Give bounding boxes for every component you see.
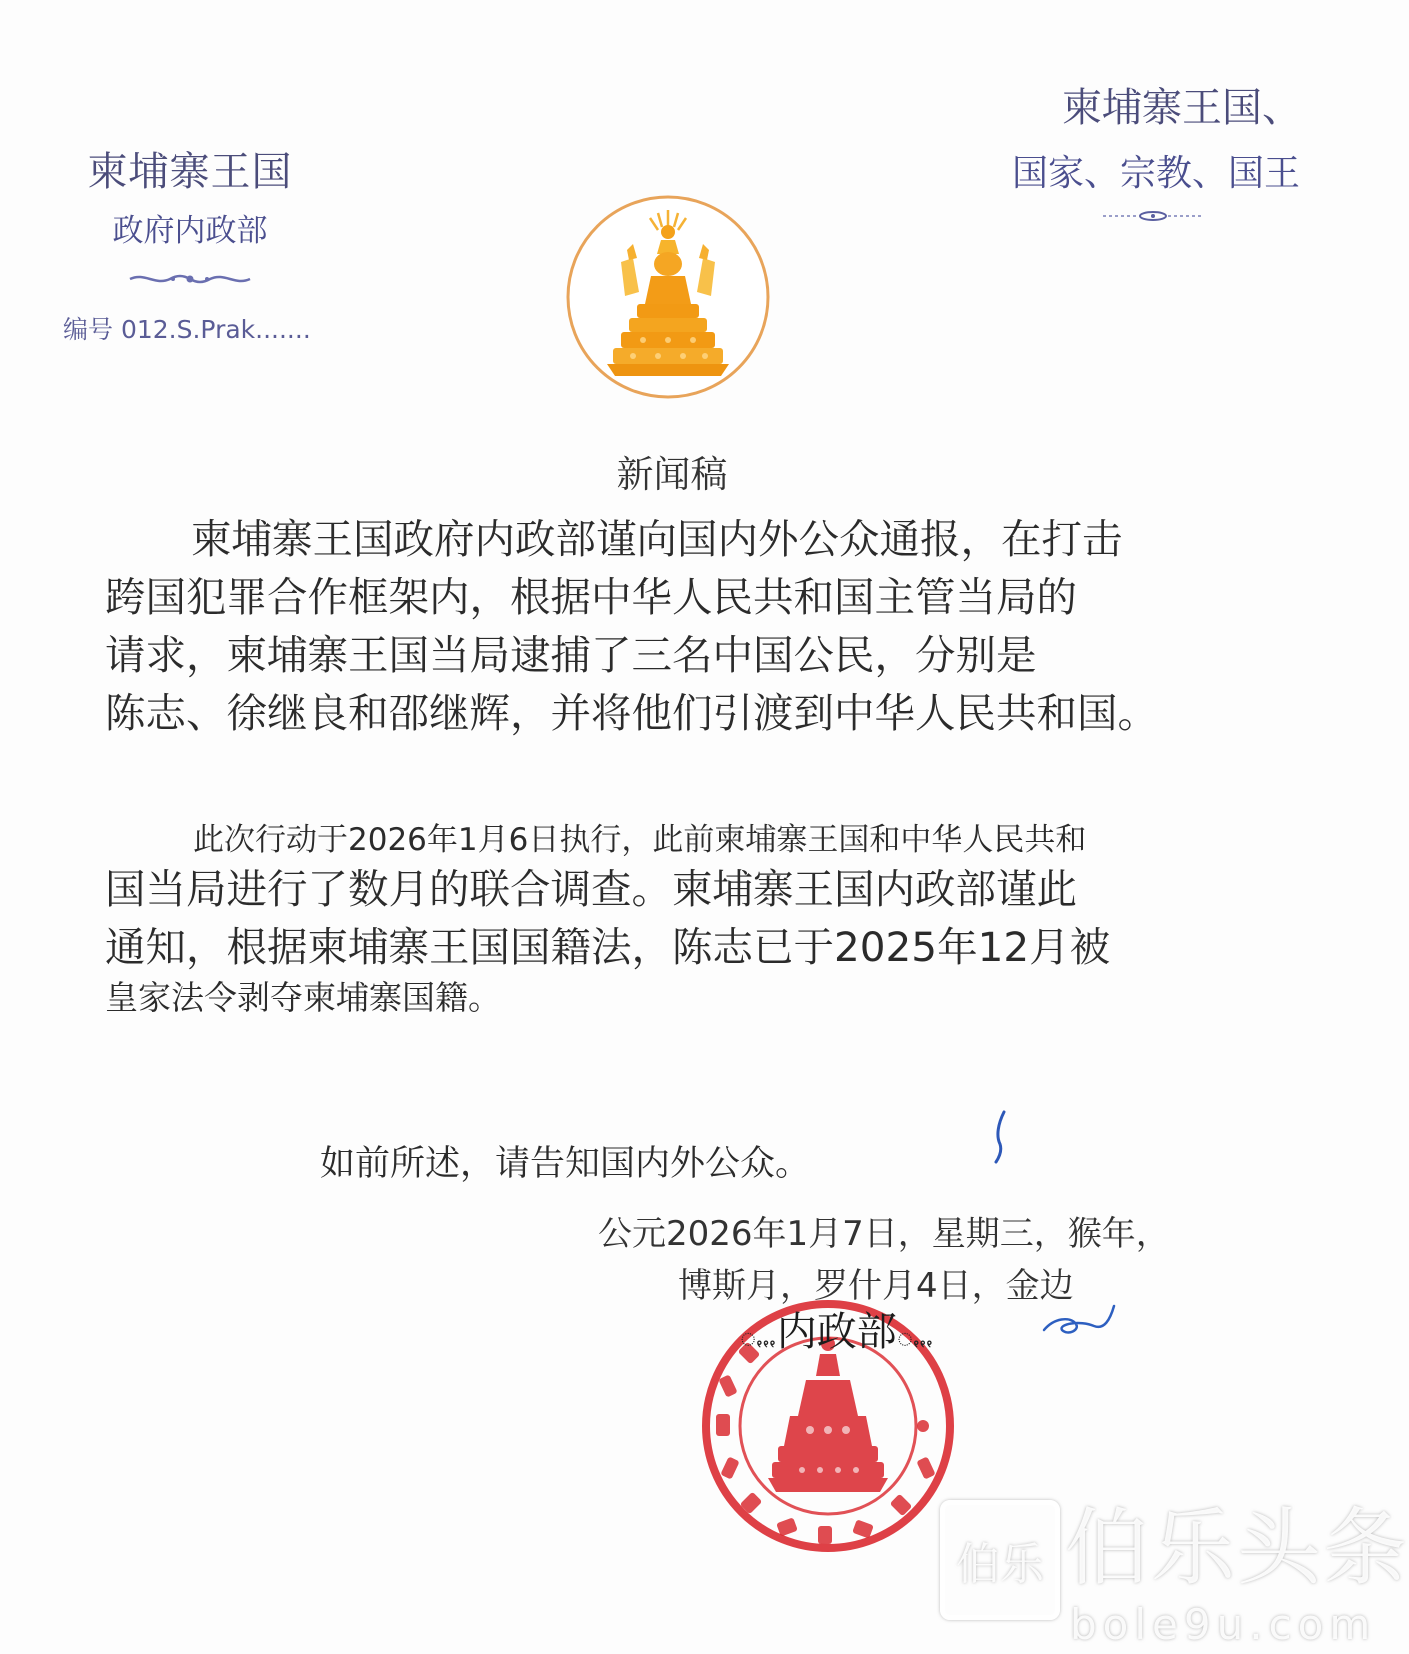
watermark bbox=[940, 1499, 1409, 1654]
ornament-divider-icon bbox=[125, 270, 255, 288]
left-header-kingdom: 柬埔寨王国 bbox=[87, 149, 293, 195]
paragraph-line: 此次行动于2026年1月6日执行，此前柬埔寨王国和中华人民共和 bbox=[193, 822, 1087, 858]
right-header-line2: 国家、宗教、国王 bbox=[1011, 153, 1300, 194]
right-header-line1: 柬埔寨王国、 bbox=[1062, 85, 1302, 131]
watermark-name: 伯乐头条 bbox=[1065, 1499, 1409, 1597]
paragraph-line: 柬埔寨王国政府内政部谨向国内外公众通报，在打击 bbox=[191, 515, 1123, 563]
watermark-logo-icon bbox=[940, 1500, 1060, 1620]
document-title: 新闻稿 bbox=[616, 453, 728, 496]
paragraph-line: 通知，根据柬埔寨王国国籍法，陈志已于2025年12月被 bbox=[105, 923, 1111, 971]
signature-icon bbox=[1040, 1296, 1120, 1346]
signatory-name: 内政部 bbox=[776, 1309, 897, 1355]
paragraph-line: 请求，柬埔寨王国当局逮捕了三名中国公民，分别是 bbox=[105, 631, 1037, 679]
signatory-label bbox=[740, 1300, 934, 1358]
left-header-ministry: 政府内政部 bbox=[112, 213, 268, 249]
watermark-logo-text: 伯乐 bbox=[956, 1539, 1044, 1590]
ornament-divider-icon bbox=[1098, 210, 1208, 222]
paragraph-2 bbox=[105, 820, 1265, 1020]
watermark-domain: bole9u.com bbox=[1070, 1600, 1377, 1649]
left-header bbox=[40, 140, 340, 288]
paragraph-line: 陈志、徐继良和邵继辉，并将他们引渡到中华人民共和国。 bbox=[105, 689, 1158, 737]
reference-number: 编号 012.S.Prak....... bbox=[63, 315, 311, 344]
khmer-signature-mark-icon: ꩻꩻꩻ bbox=[740, 1322, 777, 1352]
closing-statement: 如前所述，请告知国内外公众。 bbox=[320, 1144, 811, 1184]
ink-mark-icon bbox=[992, 1110, 1012, 1164]
date-line-1: 公元2026年1月7日，星期三，猴年， bbox=[598, 1214, 1170, 1254]
paragraph-line: 皇家法令剥夺柬埔寨国籍。 bbox=[105, 978, 501, 1017]
royal-emblem-icon bbox=[563, 192, 773, 402]
paragraph-line: 国当局进行了数月的联合调查。柬埔寨王国内政部谨此 bbox=[105, 865, 1077, 913]
paragraph-1 bbox=[105, 510, 1265, 742]
date-line-2: 博斯月，罗什月4日，金边 bbox=[678, 1266, 1074, 1306]
paragraph-line: 跨国犯罪合作框架内，根据中华人民共和国主管当局的 bbox=[105, 573, 1077, 621]
right-header bbox=[980, 76, 1310, 222]
khmer-signature-mark-icon: ꩻꩻꩻ bbox=[896, 1322, 934, 1352]
